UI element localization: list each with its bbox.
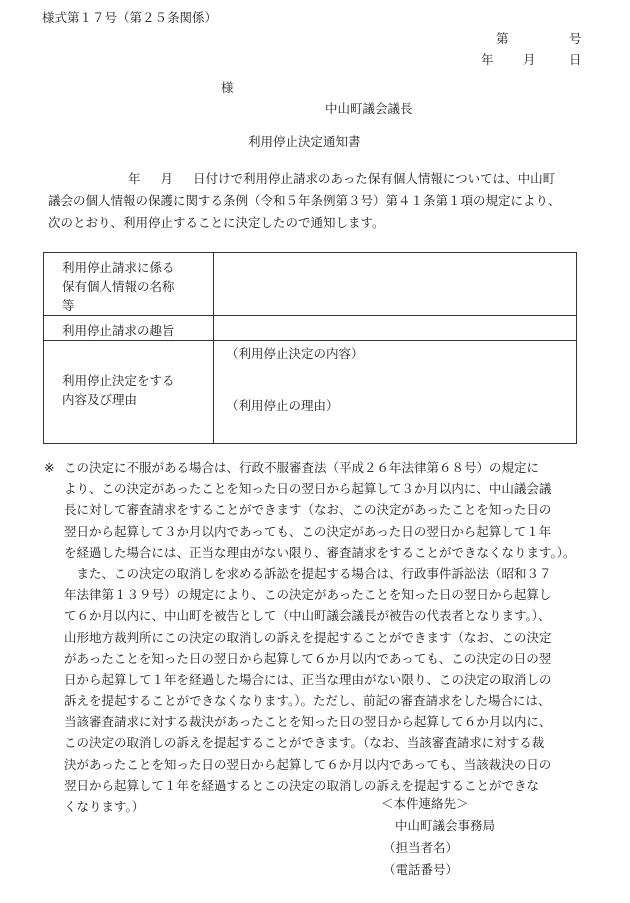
- row-label-line: 保有個人情報の名称: [62, 279, 175, 294]
- contact-block: [381, 797, 495, 885]
- info-table: [43, 252, 577, 444]
- request-purpose-value-cell[interactable]: [214, 316, 577, 341]
- note-line: より、この決定があったことを知った日の翌日から起算して３か月以内に、中山議会議: [64, 481, 552, 497]
- intro-line-1-text: 日付けで利用停止請求のあった保有個人情報については、中山町: [193, 171, 556, 186]
- note-line: 日から起算して１年を経過した場合には、正当な理由がない限り、この決定の取消しの: [64, 671, 552, 687]
- note-line: くなります。）: [64, 799, 145, 814]
- note-line: また、この決定の取消しを求める訴訟を提起する場合は、行政事件訴訟法（昭和３７: [64, 565, 552, 581]
- note-line: 年法律第１３９号）の規定により、この決定があったことを知った日の翌日から起算し: [64, 587, 552, 603]
- note-line: があったことを知った日の翌日から起算して６か月以内であっても、この決定の日の翌: [64, 650, 552, 666]
- table-row: [44, 253, 577, 316]
- note-line: この決定に不服がある場合は、行政不服審査法（平成２６年法律第６８号）の規定に: [64, 460, 540, 475]
- note-line: 翌日から起算して１年を経過するとこの決定の取消しの訴えを提起することができな: [64, 777, 540, 793]
- intro-line-3: 次のとおり、利用停止することに決定したので通知します。: [48, 215, 385, 230]
- date-month-label: 月: [523, 52, 536, 67]
- decision-value-cell[interactable]: [214, 341, 577, 444]
- intro-date-year: 年: [128, 171, 141, 186]
- note-mark: ※: [44, 460, 55, 475]
- row-label-line: 利用停止請求に係る: [62, 260, 175, 275]
- row-label-line: 内容及び理由: [62, 392, 138, 407]
- note-line: 翌日から起算して３か月以内であっても、この決定があった日の翌日から起算して１年: [64, 523, 552, 539]
- date-day-label: 日: [569, 52, 582, 67]
- intro-paragraph: [48, 172, 588, 238]
- contact-heading: ＜本件連絡先＞: [381, 796, 469, 811]
- intro-date-month: 月: [160, 171, 174, 186]
- document-number-label: 第: [496, 31, 509, 46]
- row-label-info-name: [44, 253, 214, 316]
- note-line: 決があったことを知った日の翌日から起算して６か月以内であっても、当該裁決の日の: [64, 756, 552, 772]
- note-line: 山形地方裁判所にこの決定の取消しの訴えを提起することができます（なお、この決定: [64, 629, 552, 645]
- note-line: 長に対して審査請求をすることができます（なお、この決定があったことを知った日の: [64, 502, 552, 518]
- addressee-honorific: 様: [221, 80, 234, 95]
- row-label-line: 等: [62, 298, 75, 313]
- contact-phone: （電話番号）: [383, 862, 459, 877]
- appeal-notes: [64, 460, 576, 820]
- contact-office: 中山町議会事務局: [395, 818, 496, 833]
- note-line: を経過した場合には、正当な理由がない限り、審査請求をすることができなくなります。）。: [64, 544, 576, 560]
- decision-reason-sublabel: （利用停止の理由）: [226, 397, 339, 413]
- row-label-decision: [44, 341, 214, 444]
- table-row: [44, 341, 577, 444]
- form-number: 様式第１７号（第２５条関係）: [42, 10, 218, 25]
- note-line: 訴えを提起することができなくなります。）。ただし、前記の審査請求をした場合には、: [64, 693, 551, 709]
- info-name-value-cell[interactable]: [214, 253, 577, 316]
- sender-name: 中山町議会議長: [325, 101, 413, 116]
- table-row: [44, 316, 577, 341]
- page-title: 利用停止決定通知書: [248, 134, 361, 149]
- note-line: この決定の取消しの訴えを提起することができます。（なお、当該審査請求に対する裁: [64, 735, 545, 751]
- document-number-suffix: 号: [569, 31, 582, 46]
- intro-line-1: [48, 172, 588, 194]
- intro-line-2: 議会の個人情報の保護に関する条例（令和５年条例第３号）第４１条第１項の規定により、: [48, 193, 561, 208]
- note-line: て６か月以内に、中山町を被告として（中山町議会議長が被告の代表者となります。）、: [64, 608, 551, 624]
- date-year-label: 年: [481, 52, 494, 67]
- contact-person: （担当者名）: [383, 840, 459, 855]
- note-line: 当該審査請求に対する裁決があったことを知った日の翌日から起算して６か月以内に、: [64, 714, 552, 730]
- decision-content-sublabel: （利用停止決定の内容）: [226, 346, 364, 361]
- row-label-request-purpose: 利用停止請求の趣旨: [44, 316, 214, 341]
- row-label-line: 利用停止決定をする: [62, 373, 175, 388]
